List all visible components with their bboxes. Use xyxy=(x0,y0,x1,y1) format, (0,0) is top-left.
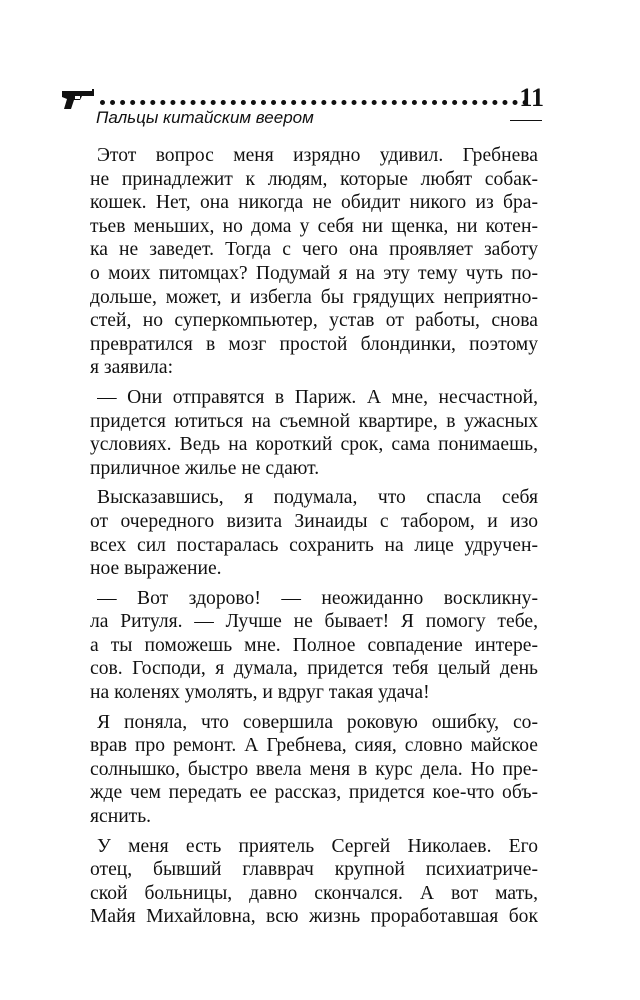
text-line: — Они отправятся в Париж. А мне, несчастной, xyxy=(97,386,538,408)
paragraph xyxy=(90,711,538,829)
text-line: солнышко, быстро ввела меня в курс дела. Но пре- xyxy=(90,758,538,780)
text-line: ное выражение. xyxy=(90,558,222,580)
running-header xyxy=(60,83,544,136)
running-title: Пальцы китайским веером xyxy=(96,108,314,127)
text-line: жде чем передать ее рассказ, придется кое-что объ- xyxy=(90,782,538,804)
text-line: условиях. Ведь на короткий срок, сама понимаешь, xyxy=(90,434,538,456)
text-line: Этот вопрос меня изрядно удивил. Гребнева xyxy=(97,145,538,166)
text-line: приличное жилье не сдают. xyxy=(90,457,320,479)
text-line: яснить. xyxy=(90,806,152,828)
text-line: ла Ритуля. — Лучше не бывает! Я помогу тебе, xyxy=(90,611,538,633)
paragraph xyxy=(90,144,538,380)
text-line: врав про ремонт. А Гребнева, сияя, словно майское xyxy=(90,735,538,757)
dotted-leader xyxy=(100,100,528,105)
text-line: не принадлежит к людям, которые любят собак- xyxy=(90,168,538,190)
text-line: тьев меньших, но дома у себя ни щенка, ни котен- xyxy=(90,215,538,237)
text-line: ской больницы, давно скончался. А вот мать, xyxy=(90,882,538,904)
text-line: Я поняла, что совершила роковую ошибку, со- xyxy=(97,711,538,733)
text-line: я заявила: xyxy=(90,357,174,379)
header-rule xyxy=(510,120,542,121)
paragraph xyxy=(90,386,538,480)
paragraph xyxy=(90,486,538,580)
text-line: сов. Господи, я думала, придется тебя целый день xyxy=(90,658,538,680)
revolver-icon xyxy=(60,88,96,110)
text-line: — Вот здорово! — неожиданно воскликну- xyxy=(97,587,538,609)
page-number: 11 xyxy=(519,83,544,112)
text-line: превратился в мозг простой блондинки, поэтому xyxy=(90,333,538,355)
text-line: отец, бывший главврач крупной психиатриче- xyxy=(90,859,538,881)
body-text xyxy=(90,144,538,929)
text-line: от очередного визита Зинаиды с табором, и изо xyxy=(90,510,538,532)
text-line: стей, но суперкомпьютер, устав от работы, снова xyxy=(90,310,538,332)
paragraph xyxy=(90,835,538,929)
text-line: ка не заведет. Тогда с чего она проявляет заботу xyxy=(90,239,538,261)
text-line: Майя Михайловна, всю жизнь проработавшая бок xyxy=(90,906,538,928)
text-line: а ты поможешь мне. Полное совпадение интере- xyxy=(90,634,538,656)
text-line: о моих питомцах? Подумай я на эту тему чуть по- xyxy=(90,262,538,284)
text-line: придется ютиться на съемной квартире, в ужасных xyxy=(90,410,538,432)
text-line: Высказавшись, я подумала, что спасла себя xyxy=(97,487,538,509)
text-line: У меня есть приятель Сергей Николаев. Его xyxy=(97,835,538,857)
text-line: всех сил постаралась сохранить на лице удручен- xyxy=(90,534,538,556)
text-line: дольше, может, и избегла бы грядущих неприятно- xyxy=(90,286,538,308)
text-line: на коленях умолять, и вдруг такая удача! xyxy=(90,682,430,704)
text-line: кошек. Нет, она никогда не обидит никого из бра- xyxy=(90,192,538,214)
paragraph xyxy=(90,587,538,705)
